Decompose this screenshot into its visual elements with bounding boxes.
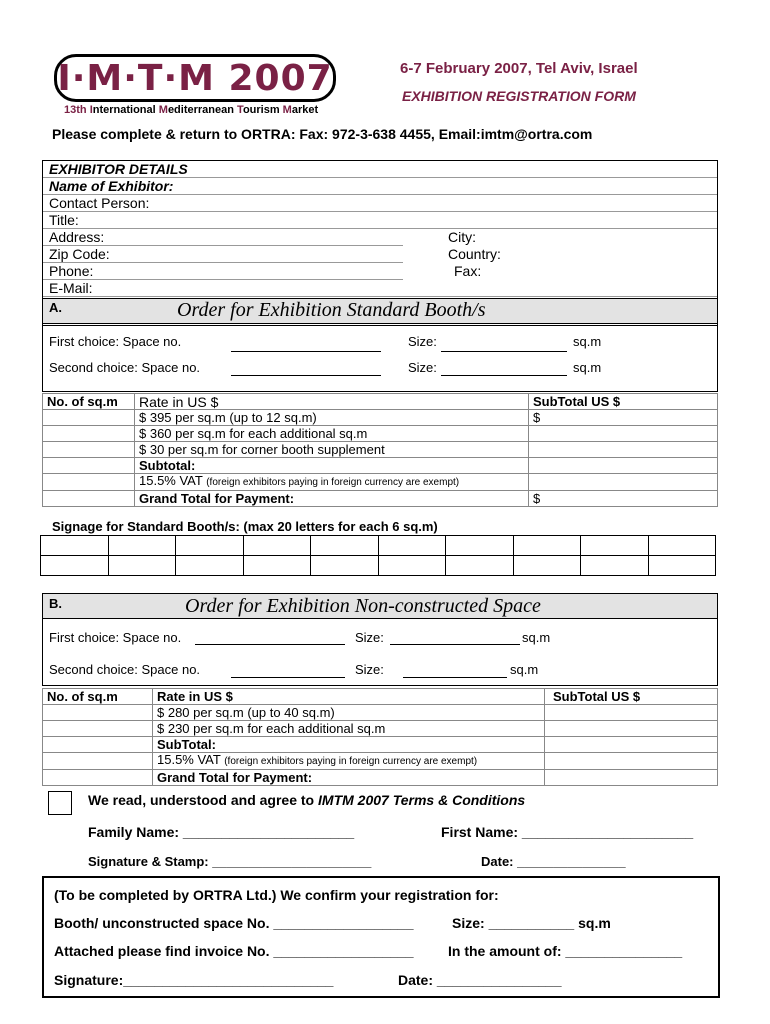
b-subtotal-value[interactable]	[545, 737, 718, 753]
table-row	[43, 491, 718, 507]
b-first-choice-label: First choice: Space no.	[49, 630, 182, 645]
contact-person-field[interactable]: Contact Person:	[43, 195, 717, 212]
city-field[interactable]: City:	[448, 229, 476, 245]
signage-cell[interactable]	[513, 556, 581, 576]
table-row	[43, 753, 718, 770]
a-second-space-input[interactable]	[231, 362, 381, 376]
a-sqm-cell-5	[43, 474, 135, 491]
event-date: 6-7 February 2007, Tel Aviv, Israel	[400, 60, 638, 77]
signage-cell[interactable]	[446, 556, 514, 576]
a-second-choice-label: Second choice: Space no.	[49, 360, 201, 375]
a-sqm-cell-1[interactable]	[43, 410, 135, 426]
col-rate-header: Rate in US $	[135, 394, 529, 410]
col-subtotal-header: SubTotal US $	[545, 689, 718, 705]
a-vat-label: 15.5% VAT (foreign exhibitors paying in foreign currency are exempt)	[135, 474, 529, 491]
ortra-amount-field[interactable]: In the amount of: _______________	[448, 943, 683, 959]
ortra-confirmation-box	[42, 876, 720, 998]
b-rate-1: $ 280 per sq.m (up to 40 sq.m)	[153, 705, 545, 721]
b-first-unit: sq.m	[522, 630, 551, 645]
ortra-booth-field[interactable]: Booth/ unconstructed space No. __________________	[54, 915, 414, 931]
b-second-size-label: Size:	[355, 662, 384, 677]
exhibitor-name-field[interactable]: Name of Exhibitor:	[43, 178, 717, 195]
col-rate-header: Rate in US $	[153, 689, 545, 705]
col-sqm-header: No. of sq.m	[43, 394, 135, 410]
signage-cell[interactable]	[108, 556, 176, 576]
a-second-size-input[interactable]	[441, 362, 567, 376]
country-field[interactable]: Country:	[448, 246, 501, 262]
table-row	[43, 689, 718, 705]
signature-stamp-field[interactable]: Signature & Stamp: ______________________	[88, 854, 372, 869]
address-field[interactable]: Address:	[43, 229, 403, 246]
zip-code-field[interactable]: Zip Code:	[43, 246, 403, 263]
table-row	[43, 737, 718, 753]
b-subtotal-label: SubTotal:	[153, 737, 545, 753]
a-sqm-cell-4	[43, 458, 135, 474]
signage-cell[interactable]	[41, 536, 109, 556]
ortra-size-field[interactable]: Size: ___________ sq.m	[452, 915, 611, 931]
table-row	[43, 394, 718, 410]
title-field[interactable]: Title:	[43, 212, 717, 229]
a-first-space-input[interactable]	[231, 338, 381, 352]
table-row	[43, 721, 718, 737]
first-name-field[interactable]: First Name: ______________________	[441, 824, 694, 840]
table-row	[43, 770, 718, 786]
section-b-title: Order for Exhibition Non-constructed Space	[185, 595, 541, 617]
table-row	[43, 474, 718, 491]
signage-cell[interactable]	[176, 556, 244, 576]
signage-grid	[40, 535, 716, 576]
a-sqm-cell-3[interactable]	[43, 442, 135, 458]
signage-cell[interactable]	[108, 536, 176, 556]
a-rate-3: $ 30 per sq.m for corner booth supplement	[135, 442, 529, 458]
section-b-rate-table	[42, 688, 718, 786]
b-second-size-input[interactable]	[403, 664, 507, 678]
section-b-letter: B.	[49, 596, 62, 611]
section-a-letter: A.	[49, 300, 62, 315]
section-b-choices	[42, 619, 718, 686]
section-b-header	[42, 593, 718, 619]
b-sqm-cell-1[interactable]	[43, 705, 153, 721]
phone-field[interactable]: Phone:	[43, 263, 403, 280]
a-first-size-input[interactable]	[441, 338, 567, 352]
table-row	[43, 426, 718, 442]
signage-cell[interactable]	[311, 536, 379, 556]
ortra-date-field[interactable]: Date: ________________	[398, 972, 562, 988]
section-a-choices	[42, 324, 718, 392]
exhibitor-heading: EXHIBITOR DETAILS	[43, 161, 717, 178]
fax-field[interactable]: Fax:	[454, 263, 482, 279]
a-subtotal-cell-3[interactable]	[529, 442, 718, 458]
a-subtotal-cell-2[interactable]	[529, 426, 718, 442]
agree-terms-text: We read, understood and agree to IMTM 2007 Terms & Conditions	[88, 792, 526, 808]
email-field[interactable]: E-Mail:	[43, 280, 717, 297]
signage-cell[interactable]	[513, 536, 581, 556]
b-vat-value[interactable]	[545, 753, 718, 770]
logo-title: I·M·T·M 2007	[57, 58, 333, 99]
b-grand-total-label: Grand Total for Payment:	[153, 770, 545, 786]
b-first-size-label: Size:	[355, 630, 384, 645]
form-title: EXHIBITION REGISTRATION FORM	[402, 88, 636, 104]
b-rate-2: $ 230 per sq.m for each additional sq.m	[153, 721, 545, 737]
signage-cell[interactable]	[581, 536, 649, 556]
b-sqm-cell-3	[43, 737, 153, 753]
b-subtotal-cell-2[interactable]	[545, 721, 718, 737]
table-row	[43, 410, 718, 426]
a-subtotal-cell-1[interactable]: $	[529, 410, 718, 426]
signage-title: Signage for Standard Booth/s: (max 20 letters for each 6 sq.m)	[52, 519, 438, 534]
signage-cell[interactable]	[378, 556, 446, 576]
signage-cell[interactable]	[378, 536, 446, 556]
a-first-choice-label: First choice: Space no.	[49, 334, 182, 349]
agree-terms-checkbox[interactable]	[48, 791, 72, 815]
signage-cell[interactable]	[581, 556, 649, 576]
table-row	[41, 536, 716, 556]
ortra-signature-field[interactable]: Signature:___________________________	[54, 972, 334, 988]
signage-cell[interactable]	[243, 556, 311, 576]
section-a-header	[42, 298, 718, 324]
b-first-size-input[interactable]	[390, 631, 520, 645]
a-subtotal-label: Subtotal:	[135, 458, 529, 474]
b-grand-total-value[interactable]	[545, 770, 718, 786]
table-row	[43, 705, 718, 721]
imtm-logo	[54, 54, 336, 102]
return-instructions: Please complete & return to ORTRA: Fax: 972-3-638 4455, Email:imtm@ortra.com	[52, 126, 593, 142]
b-sqm-cell-4	[43, 753, 153, 770]
logo-subtitle: 13th International Mediterranean Tourism Market	[64, 104, 319, 116]
b-vat-label: 15.5% VAT (foreign exhibitors paying in foreign currency are exempt)	[153, 753, 545, 770]
a-subtotal-value[interactable]	[529, 458, 718, 474]
family-name-field[interactable]: Family Name: ______________________	[88, 824, 355, 840]
b-first-space-input[interactable]	[195, 631, 345, 645]
section-a-title: Order for Exhibition Standard Booth/s	[177, 299, 486, 321]
a-second-unit: sq.m	[573, 360, 602, 375]
b-sqm-cell-5	[43, 770, 153, 786]
a-vat-value[interactable]	[529, 474, 718, 491]
a-rate-2: $ 360 per sq.m for each additional sq.m	[135, 426, 529, 442]
ortra-invoice-field[interactable]: Attached please find invoice No. __________________	[54, 943, 414, 959]
ortra-heading: (To be completed by ORTRA Ltd.) We confirm your registration for:	[54, 887, 499, 903]
section-a-rate-table	[42, 393, 718, 507]
a-sqm-cell-2[interactable]	[43, 426, 135, 442]
col-subtotal-header: SubTotal US $	[529, 394, 718, 410]
signage-cell[interactable]	[648, 556, 716, 576]
a-rate-1: $ 395 per sq.m (up to 12 sq.m)	[135, 410, 529, 426]
table-row	[43, 458, 718, 474]
table-row	[43, 442, 718, 458]
col-sqm-header: No. of sq.m	[43, 689, 153, 705]
b-subtotal-cell-1[interactable]	[545, 705, 718, 721]
b-sqm-cell-2[interactable]	[43, 721, 153, 737]
a-second-size-label: Size:	[408, 360, 437, 375]
b-second-space-input[interactable]	[231, 664, 345, 678]
a-first-unit: sq.m	[573, 334, 602, 349]
signage-cell[interactable]	[446, 536, 514, 556]
b-second-choice-label: Second choice: Space no.	[49, 662, 201, 677]
signage-cell[interactable]	[311, 556, 379, 576]
a-sqm-cell-6	[43, 491, 135, 507]
a-grand-total-label: Grand Total for Payment:	[135, 491, 529, 507]
signage-cell[interactable]	[648, 536, 716, 556]
b-second-unit: sq.m	[510, 662, 539, 677]
a-grand-total-value[interactable]: $	[529, 491, 718, 507]
date-field[interactable]: Date: _______________	[481, 854, 626, 869]
table-row	[41, 556, 716, 576]
signage-cell[interactable]	[41, 556, 109, 576]
signage-cell[interactable]	[243, 536, 311, 556]
signage-cell[interactable]	[176, 536, 244, 556]
a-first-size-label: Size:	[408, 334, 437, 349]
